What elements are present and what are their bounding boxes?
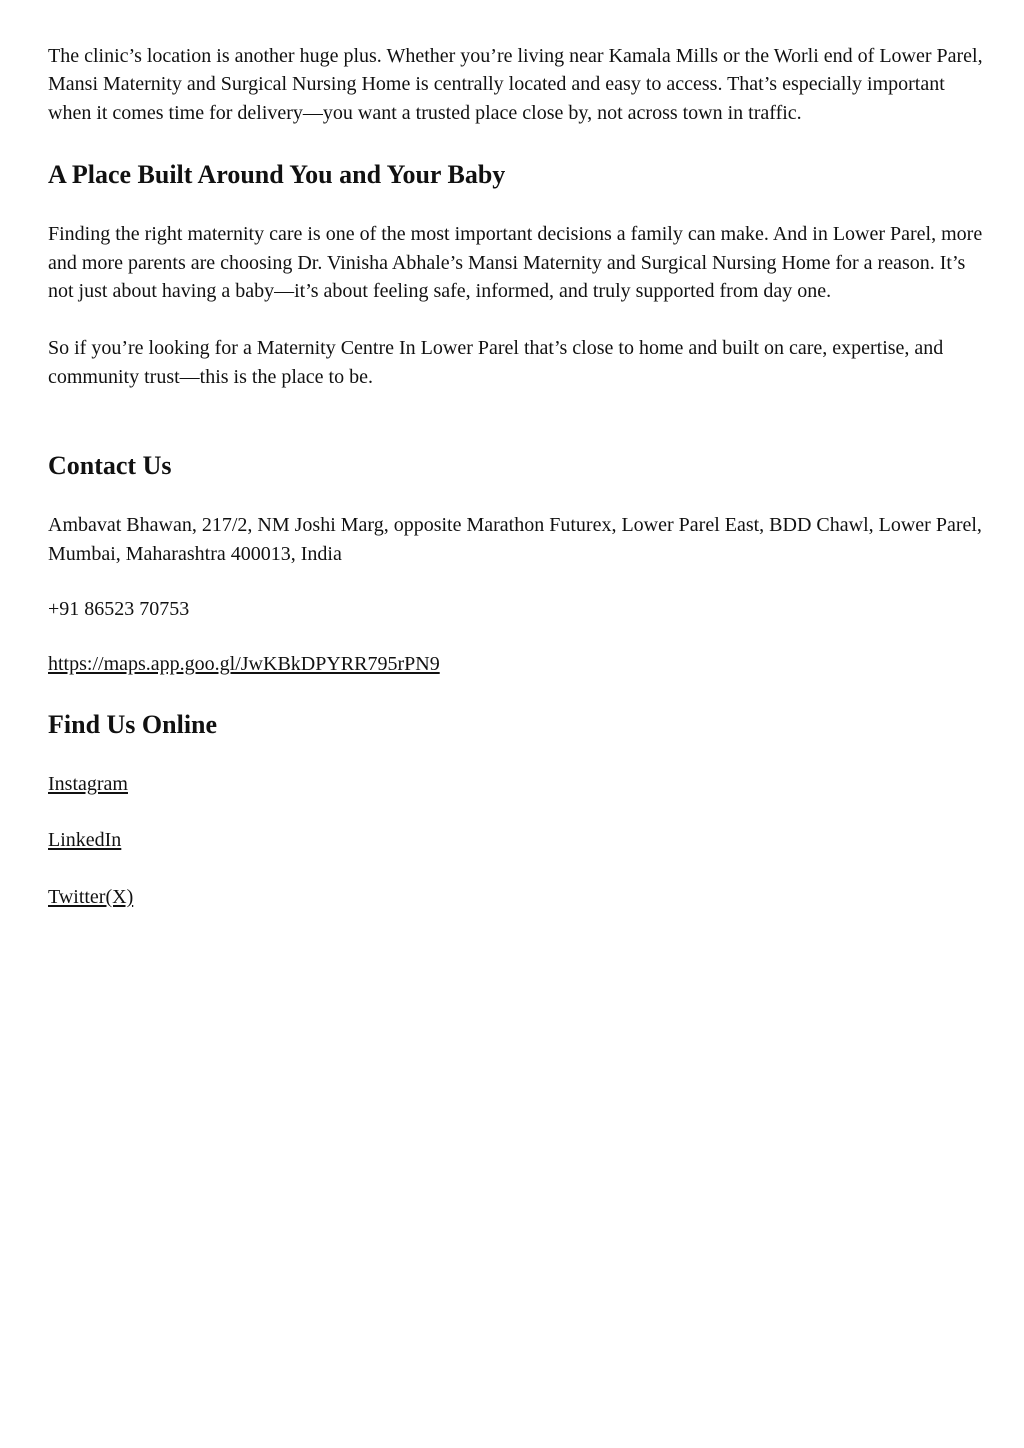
place-section-heading: A Place Built Around You and Your Baby bbox=[48, 160, 506, 190]
location-paragraph: The clinic’s location is another huge plus. Whether you’re living near Kamala Mills or the Worli end of Lower Parel, Mansi Maternity and Surgical Nursing Home is centrally located and easy to access. That’s especially important when it comes time for delivery—you want a trusted place close by, not across town in traffic. bbox=[48, 45, 983, 124]
twitter-link-row bbox=[48, 883, 984, 911]
find-us-online-heading: Find Us Online bbox=[48, 709, 218, 739]
linkedin-link[interactable]: LinkedIn bbox=[48, 829, 122, 852]
instagram-link-row bbox=[48, 770, 984, 798]
instagram-link[interactable]: Instagram bbox=[48, 772, 128, 795]
closing-paragraph: So if you’re looking for a Maternity Centre In Lower Parel that’s close to home and built on care, expertise, and community trust—this is the place to be. bbox=[48, 337, 944, 388]
maps-link-row bbox=[48, 650, 984, 678]
address-text: Ambavat Bhawan, 217/2, NM Joshi Marg, opposite Marathon Futurex, Lower Parel East, BDD Chawl, Lower Parel, Mumbai, Maharashtra 400013, India bbox=[48, 514, 982, 565]
maps-link[interactable]: https://maps.app.goo.gl/JwKBkDPYRR795rPN9 bbox=[48, 653, 440, 676]
finding-care-paragraph: Finding the right maternity care is one of the most important decisions a family can make. And in Lower Parel, more and more parents are choosing Dr. Vinisha Abhale’s Mansi Maternity and Surgical Nursing Home for a reason. It’s not just about having a baby—it’s about feeling safe, informed, and truly supported from day one. bbox=[48, 223, 983, 303]
phone-number: +91 86523 70753 bbox=[48, 598, 190, 621]
twitter-link[interactable]: Twitter(X) bbox=[48, 885, 134, 908]
contact-heading: Contact Us bbox=[48, 451, 172, 481]
linkedin-link-row bbox=[48, 826, 984, 854]
